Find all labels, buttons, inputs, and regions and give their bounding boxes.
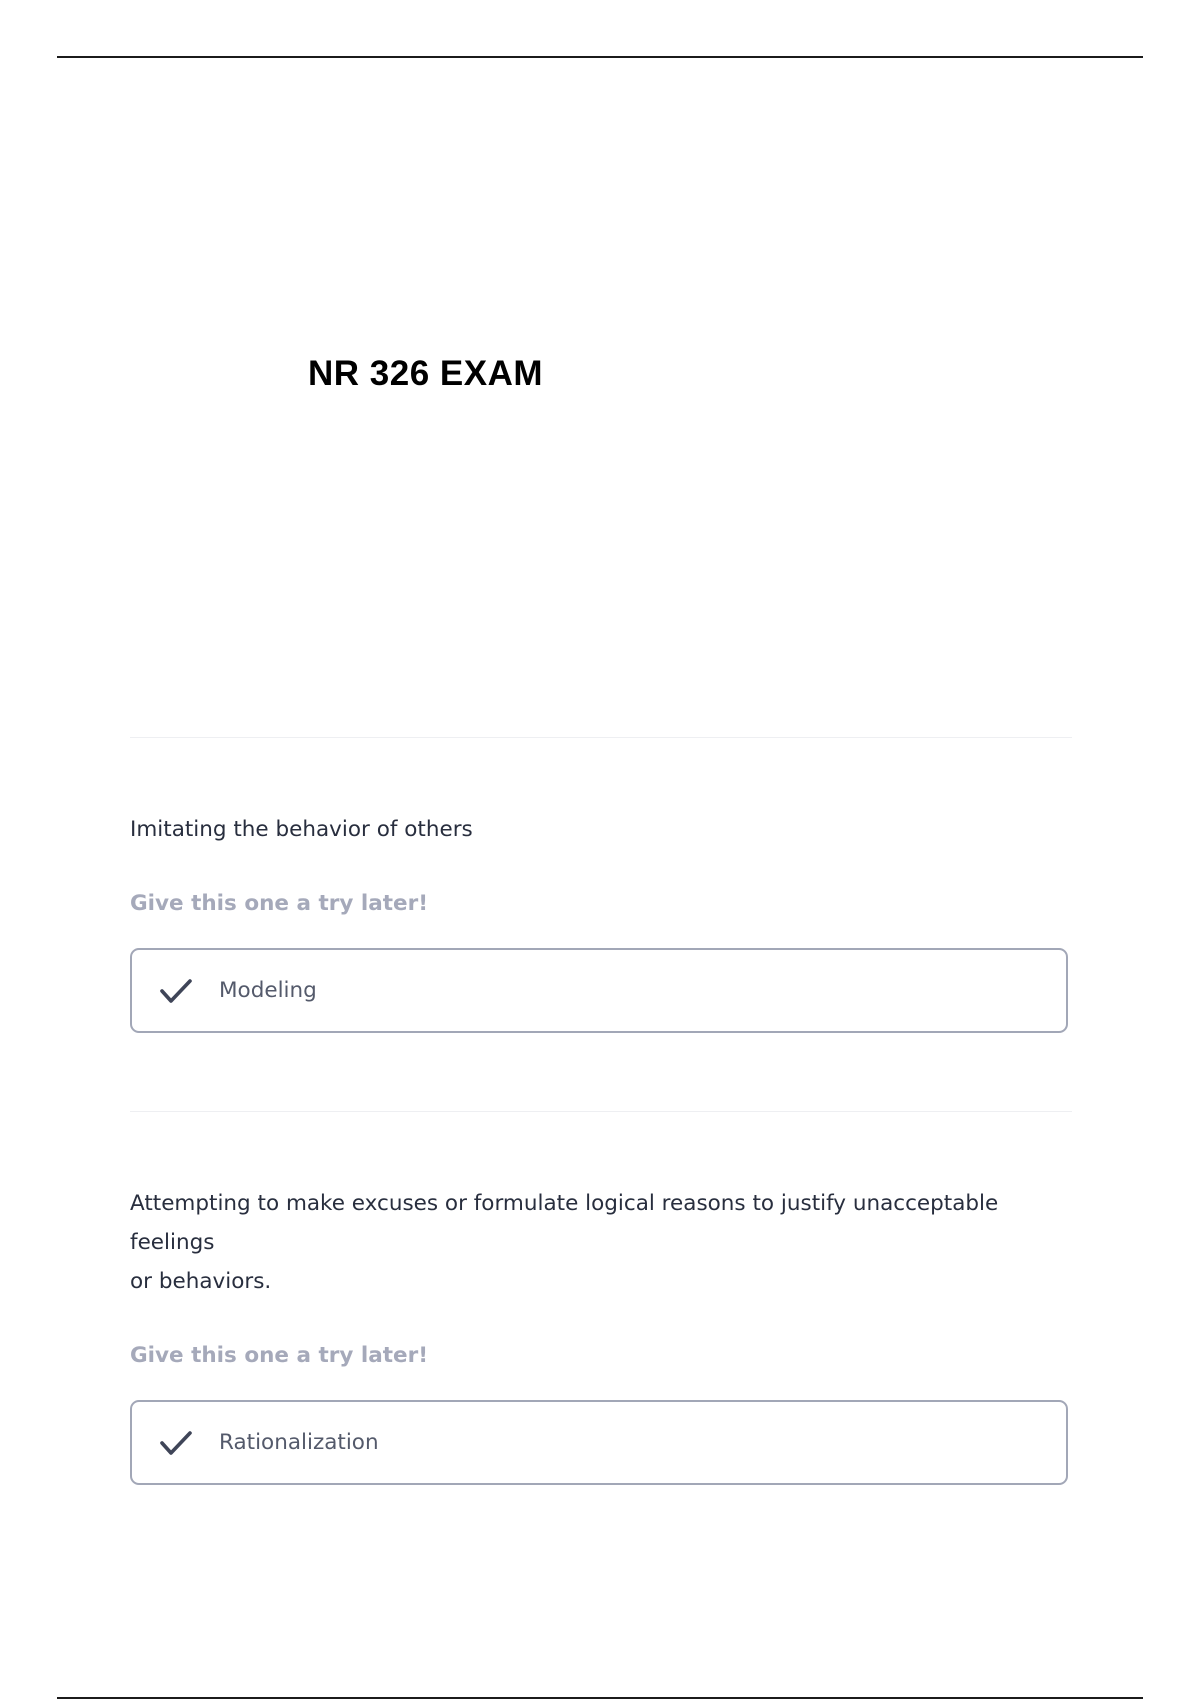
try-later-hint: Give this one a try later! [130,1343,428,1368]
answer-text: Modeling [219,978,317,1003]
checkmark-icon [158,1427,194,1459]
page-title: NR 326 EXAM [308,354,544,393]
answer-text: Rationalization [219,1430,379,1455]
card-divider [130,1111,1072,1112]
question-line: Attempting to make excuses or formulate logical reasons to justify unacceptable [130,1191,999,1216]
card-divider [130,737,1072,738]
answer-box-modeling[interactable] [130,948,1068,1033]
top-rule [57,56,1143,58]
question-line: or behaviors. [130,1269,272,1294]
question-line: Imitating the behavior of others [130,817,473,842]
checkmark-icon [158,975,194,1007]
bottom-rule [57,1697,1143,1699]
try-later-hint: Give this one a try later! [130,891,428,916]
question-text [130,1184,1060,1301]
question-text [130,810,1060,849]
answer-box-rationalization[interactable] [130,1400,1068,1485]
question-line: feelings [130,1230,215,1255]
